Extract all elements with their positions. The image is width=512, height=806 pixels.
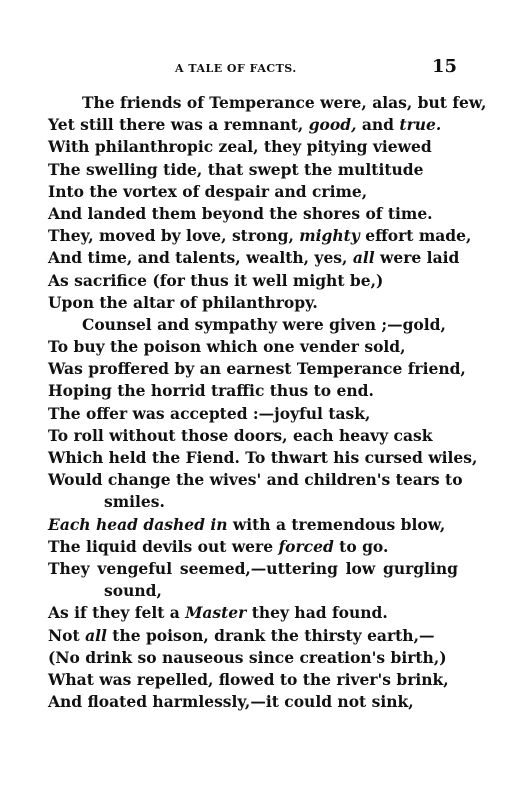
poem-line [48, 136, 468, 158]
text-segment: And landed them beyond the shores of time. [48, 203, 433, 223]
running-title: A TALE OF FACTS. [175, 62, 297, 75]
poem-line [48, 270, 468, 292]
poem-line [48, 380, 468, 402]
text-segment: With philanthropic zeal, they pitying viewed [48, 137, 432, 157]
text-segment: As if they felt a [48, 603, 186, 623]
text-segment: Yet still there was a remnant, [48, 115, 309, 135]
text-segment: the poison, drank the thirsty earth,— [106, 625, 435, 645]
page-header [0, 56, 512, 80]
poem-line [48, 558, 458, 580]
text-segment: Hoping the horrid traffic thus to end. [48, 381, 374, 401]
text-segment: Counsel and sympathy were given ;—gold, [82, 314, 446, 334]
text-segment: Was proffered by an earnest Temperance friend, [48, 359, 466, 379]
text-segment: The swelling tide, that swept the multitude [48, 159, 424, 179]
poem-line [48, 669, 468, 691]
text-segment: they had found. [246, 603, 388, 623]
poem-line [48, 203, 468, 225]
poem-line [48, 358, 468, 380]
poem-line [48, 536, 468, 558]
poem-line [48, 403, 468, 425]
text-segment: Into the vortex of despair and crime, [48, 181, 368, 201]
poem-line [48, 580, 468, 602]
text-segment: smiles. [104, 492, 165, 512]
text-segment: sound, [104, 581, 162, 601]
text-segment: with a tremendous blow, [227, 514, 446, 534]
text-segment: effort made, [359, 226, 472, 246]
text-segment: were laid [374, 248, 460, 268]
poem-line [48, 491, 468, 513]
poem-line [48, 159, 468, 181]
text-segment: The liquid devils out were [48, 536, 279, 556]
text-segment: to go. [333, 536, 389, 556]
poem-line [48, 514, 468, 536]
poem-line [48, 425, 468, 447]
poem-line [48, 92, 487, 114]
poem-line [48, 336, 468, 358]
italic-text: all [85, 625, 107, 645]
poem-line [48, 447, 478, 469]
text-segment: And floated harmlessly,—it could not sink, [48, 692, 414, 712]
text-segment: Which held the Fiend. To thwart his cursed wiles, [48, 448, 478, 467]
text-segment: As sacrifice (for thus it well might be,) [48, 270, 384, 290]
poem-line [48, 691, 468, 713]
text-segment: What was repelled, flowed to the river's brink, [48, 669, 449, 689]
poem-line [48, 602, 468, 624]
poem-body [48, 92, 487, 713]
poem-line [48, 469, 463, 491]
page-number: 15 [432, 56, 458, 77]
text-segment: Would change the wives' and children's tears to [48, 470, 463, 490]
poem-line [48, 247, 468, 269]
text-segment: The friends of Temperance were, alas, but few, [82, 93, 487, 112]
poem-line [48, 225, 472, 247]
text-segment: To roll without those doors, each heavy cask [48, 425, 433, 445]
poem-line [48, 181, 468, 203]
poem-line [48, 114, 468, 136]
text-segment: and [356, 115, 400, 135]
text-segment: The offer was accepted :—joyful task, [48, 403, 371, 423]
italic-text: all [352, 248, 375, 268]
italic-text: good, [308, 115, 357, 135]
italic-text: true. [399, 115, 442, 135]
italic-text: Each head dashed in [48, 514, 228, 534]
poem-line [48, 314, 468, 336]
text-segment: (No drink so nauseous since creation's birth,) [48, 647, 447, 667]
text-segment: Not [48, 625, 86, 645]
italic-text: mighty [299, 226, 360, 246]
text-segment: They, moved by love, strong, [48, 226, 300, 246]
text-segment: To buy the poison which one vender sold, [48, 337, 406, 357]
poem-line [48, 625, 468, 647]
text-segment: And time, and talents, wealth, yes, [48, 248, 353, 268]
poem-line [48, 292, 468, 314]
italic-text: forced [278, 536, 334, 556]
italic-text: Master [185, 603, 247, 623]
text-segment: They vengeful seemed,—uttering low gurgling [48, 558, 458, 578]
text-segment: Upon the altar of philanthropy. [48, 292, 318, 312]
poem-line [48, 647, 468, 669]
